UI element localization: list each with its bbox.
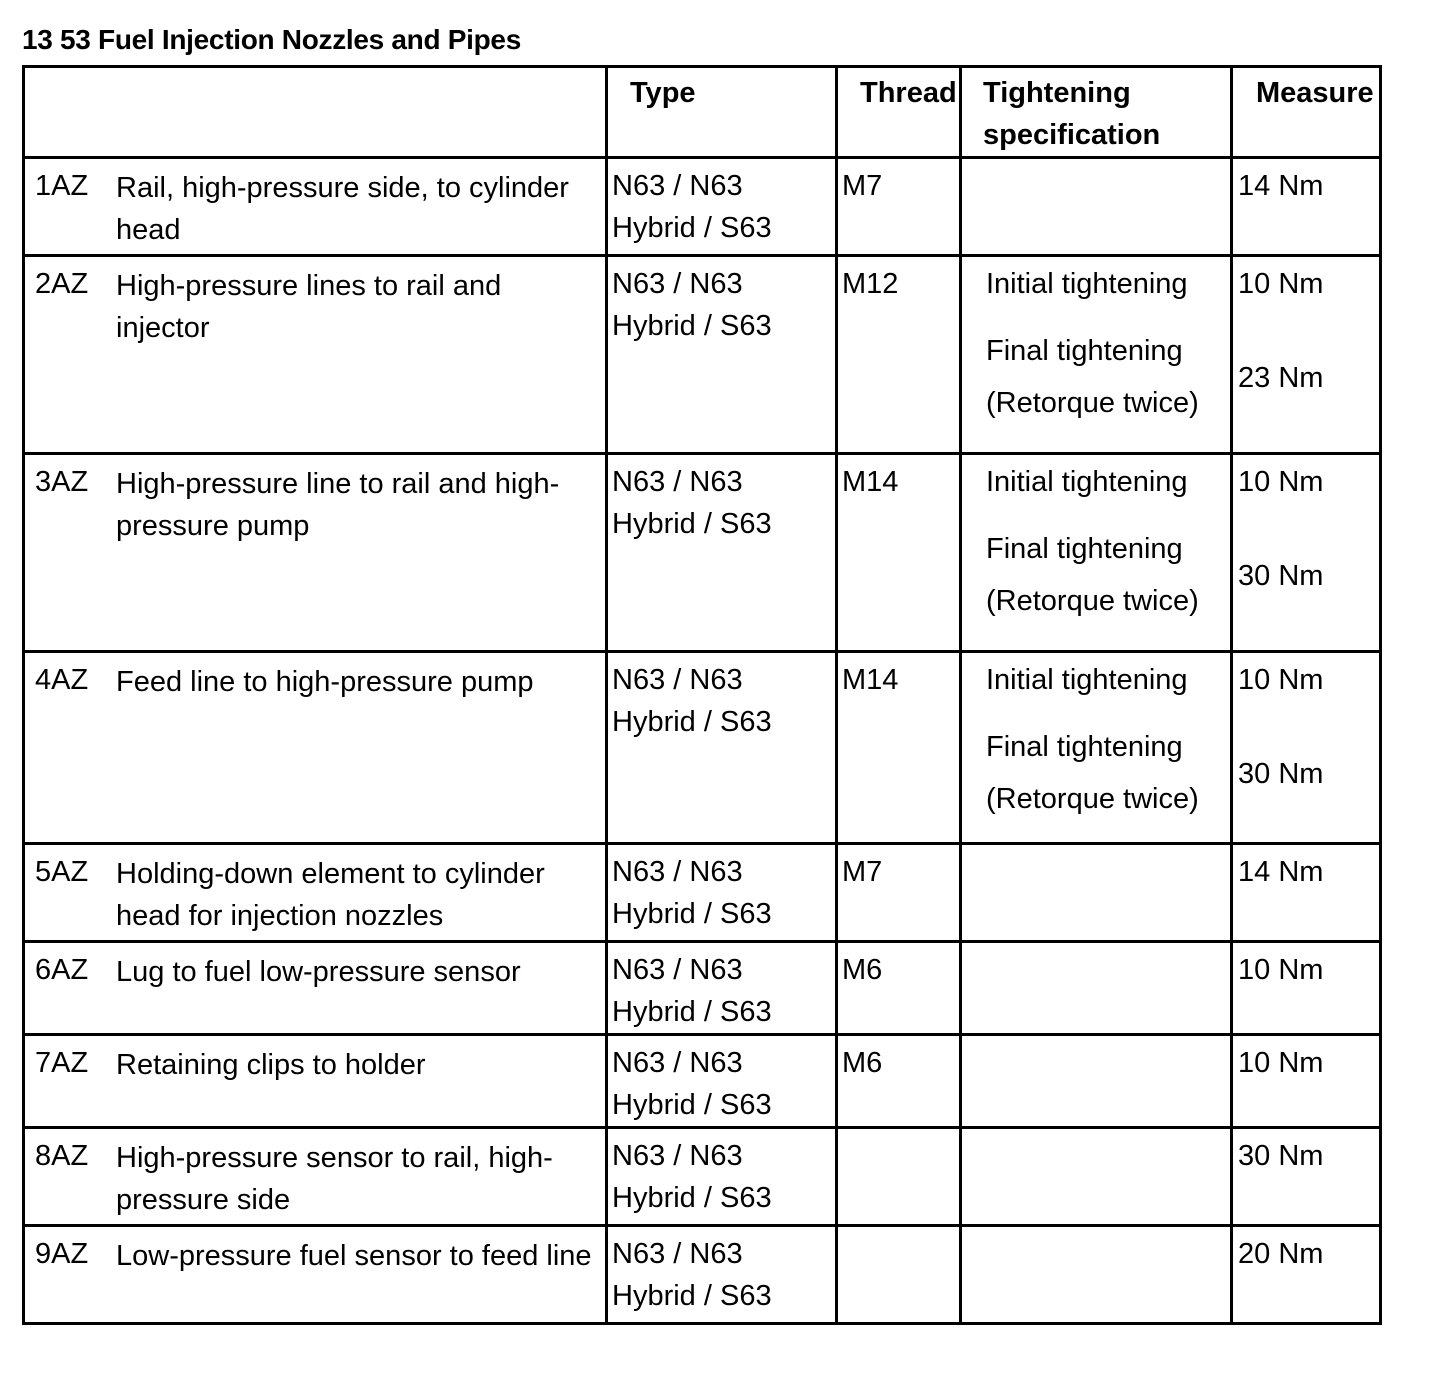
description-cell — [24, 256, 607, 454]
thread-cell — [837, 1226, 961, 1324]
measure-cell — [1232, 844, 1381, 942]
header-type: Type — [607, 67, 837, 158]
row-code: 5AZ — [35, 856, 89, 888]
table-row — [24, 844, 1381, 942]
row-description: Feed line to high-pressure pump — [116, 666, 534, 698]
row-code: 3AZ — [35, 466, 89, 498]
tightening-specification-cell — [961, 1128, 1232, 1226]
description-cell — [24, 158, 607, 256]
header-measure: Measure — [1232, 67, 1381, 158]
type-line: N63 / N63 — [612, 466, 743, 498]
type-line: Hybrid / S63 — [612, 1280, 772, 1312]
table-row — [24, 1226, 1381, 1324]
tightening-step: (Retorque twice) — [986, 387, 1199, 419]
row-code: 9AZ — [35, 1238, 89, 1270]
tightening-specification-cell — [961, 1226, 1232, 1324]
description-cell — [24, 1128, 607, 1226]
measure-cell — [1232, 1128, 1381, 1226]
row-code: 7AZ — [35, 1047, 89, 1079]
row-code: 2AZ — [35, 268, 89, 300]
torque-value: 20 Nm — [1238, 1238, 1324, 1270]
table-row — [24, 652, 1381, 844]
type-line: N63 / N63 — [612, 856, 743, 888]
type-line: Hybrid / S63 — [612, 508, 772, 540]
header-tightening-specification — [961, 67, 1232, 158]
torque-value: 10 Nm — [1238, 268, 1324, 300]
table-row — [24, 256, 1381, 454]
type-line: N63 / N63 — [612, 664, 743, 696]
header-description — [24, 67, 607, 158]
table-row — [24, 1128, 1381, 1226]
description-cell — [24, 652, 607, 844]
row-description: Rail, high-pressure side, to cylinder head — [116, 172, 569, 246]
type-line: Hybrid / S63 — [612, 706, 772, 738]
tightening-specification-cell — [961, 844, 1232, 942]
tightening-step: Final tightening — [986, 731, 1183, 763]
table-row — [24, 158, 1381, 256]
thread-cell: M6 — [837, 1035, 961, 1128]
row-description: Holding-down element to cylinder head for injection nozzles — [116, 858, 545, 932]
tightening-step: Initial tightening — [986, 466, 1188, 498]
measure-cell — [1232, 652, 1381, 844]
row-description: Lug to fuel low-pressure sensor — [116, 956, 521, 988]
description-cell — [24, 454, 607, 652]
type-line: Hybrid / S63 — [612, 1182, 772, 1214]
table-header-row — [24, 67, 1381, 158]
measure-cell — [1232, 1035, 1381, 1128]
type-line: N63 / N63 — [612, 268, 743, 300]
thread-cell — [837, 1128, 961, 1226]
measure-cell — [1232, 256, 1381, 454]
type-cell — [607, 158, 837, 256]
row-code: 8AZ — [35, 1140, 89, 1172]
thread-cell: M6 — [837, 942, 961, 1035]
type-line: Hybrid / S63 — [612, 996, 772, 1028]
type-line: N63 / N63 — [612, 170, 743, 202]
torque-value: 30 Nm — [1238, 1140, 1324, 1172]
tightening-step: Initial tightening — [986, 268, 1188, 300]
row-code: 4AZ — [35, 664, 89, 696]
type-line: N63 / N63 — [612, 1047, 743, 1079]
table-body — [24, 67, 1381, 1324]
row-description: Low-pressure fuel sensor to feed line — [116, 1240, 592, 1272]
tightening-step: (Retorque twice) — [986, 585, 1199, 617]
thread-cell: M14 — [837, 652, 961, 844]
row-code: 1AZ — [35, 170, 89, 202]
table-row — [24, 1035, 1381, 1128]
torque-value: 30 Nm — [1238, 560, 1324, 592]
measure-cell — [1232, 1226, 1381, 1324]
tightening-step: Final tightening — [986, 533, 1183, 565]
table-row — [24, 454, 1381, 652]
description-cell — [24, 942, 607, 1035]
tightening-specification-cell — [961, 158, 1232, 256]
thread-cell: M7 — [837, 158, 961, 256]
row-description: Retaining clips to holder — [116, 1049, 426, 1081]
torque-value: 10 Nm — [1238, 1047, 1324, 1079]
description-cell — [24, 844, 607, 942]
header-tightening-line2: specification — [983, 119, 1161, 151]
header-thread: Thread — [837, 67, 961, 158]
row-description: High-pressure sensor to rail, high-pressure side — [116, 1142, 553, 1216]
torque-value: 30 Nm — [1238, 758, 1324, 790]
tightening-step: (Retorque twice) — [986, 783, 1199, 815]
table-row — [24, 942, 1381, 1035]
tightening-specification-cell — [961, 1035, 1232, 1128]
measure-cell — [1232, 454, 1381, 652]
row-description: High-pressure lines to rail and injector — [116, 270, 502, 344]
thread-cell: M14 — [837, 454, 961, 652]
torque-spec-table — [22, 65, 1382, 1325]
type-cell — [607, 454, 837, 652]
type-line: Hybrid / S63 — [612, 1089, 772, 1121]
tightening-step: Final tightening — [986, 335, 1183, 367]
tightening-step: Initial tightening — [986, 664, 1188, 696]
type-cell — [607, 1226, 837, 1324]
type-line: N63 / N63 — [612, 954, 743, 986]
header-tightening-line1: Tightening — [983, 77, 1131, 109]
measure-cell — [1232, 158, 1381, 256]
page-title: 13 53 Fuel Injection Nozzles and Pipes — [22, 24, 521, 55]
tightening-specification-cell — [961, 256, 1232, 454]
row-description: High-pressure line to rail and high-pressure pump — [116, 468, 560, 542]
description-cell — [24, 1226, 607, 1324]
tightening-specification-cell — [961, 454, 1232, 652]
type-cell — [607, 652, 837, 844]
measure-cell — [1232, 942, 1381, 1035]
type-cell — [607, 1035, 837, 1128]
torque-value: 10 Nm — [1238, 954, 1324, 986]
thread-cell: M7 — [837, 844, 961, 942]
tightening-specification-cell — [961, 942, 1232, 1035]
type-line: N63 / N63 — [612, 1238, 743, 1270]
type-cell — [607, 1128, 837, 1226]
torque-value: 14 Nm — [1238, 856, 1324, 888]
torque-value: 10 Nm — [1238, 466, 1324, 498]
type-cell — [607, 256, 837, 454]
description-cell — [24, 1035, 607, 1128]
type-line: Hybrid / S63 — [612, 898, 772, 930]
type-line: Hybrid / S63 — [612, 310, 772, 342]
torque-value: 14 Nm — [1238, 170, 1324, 202]
type-cell — [607, 942, 837, 1035]
torque-value: 23 Nm — [1238, 362, 1324, 394]
torque-value: 10 Nm — [1238, 664, 1324, 696]
type-line: Hybrid / S63 — [612, 212, 772, 244]
type-cell — [607, 844, 837, 942]
tightening-specification-cell — [961, 652, 1232, 844]
type-line: N63 / N63 — [612, 1140, 743, 1172]
thread-cell: M12 — [837, 256, 961, 454]
row-code: 6AZ — [35, 954, 89, 986]
